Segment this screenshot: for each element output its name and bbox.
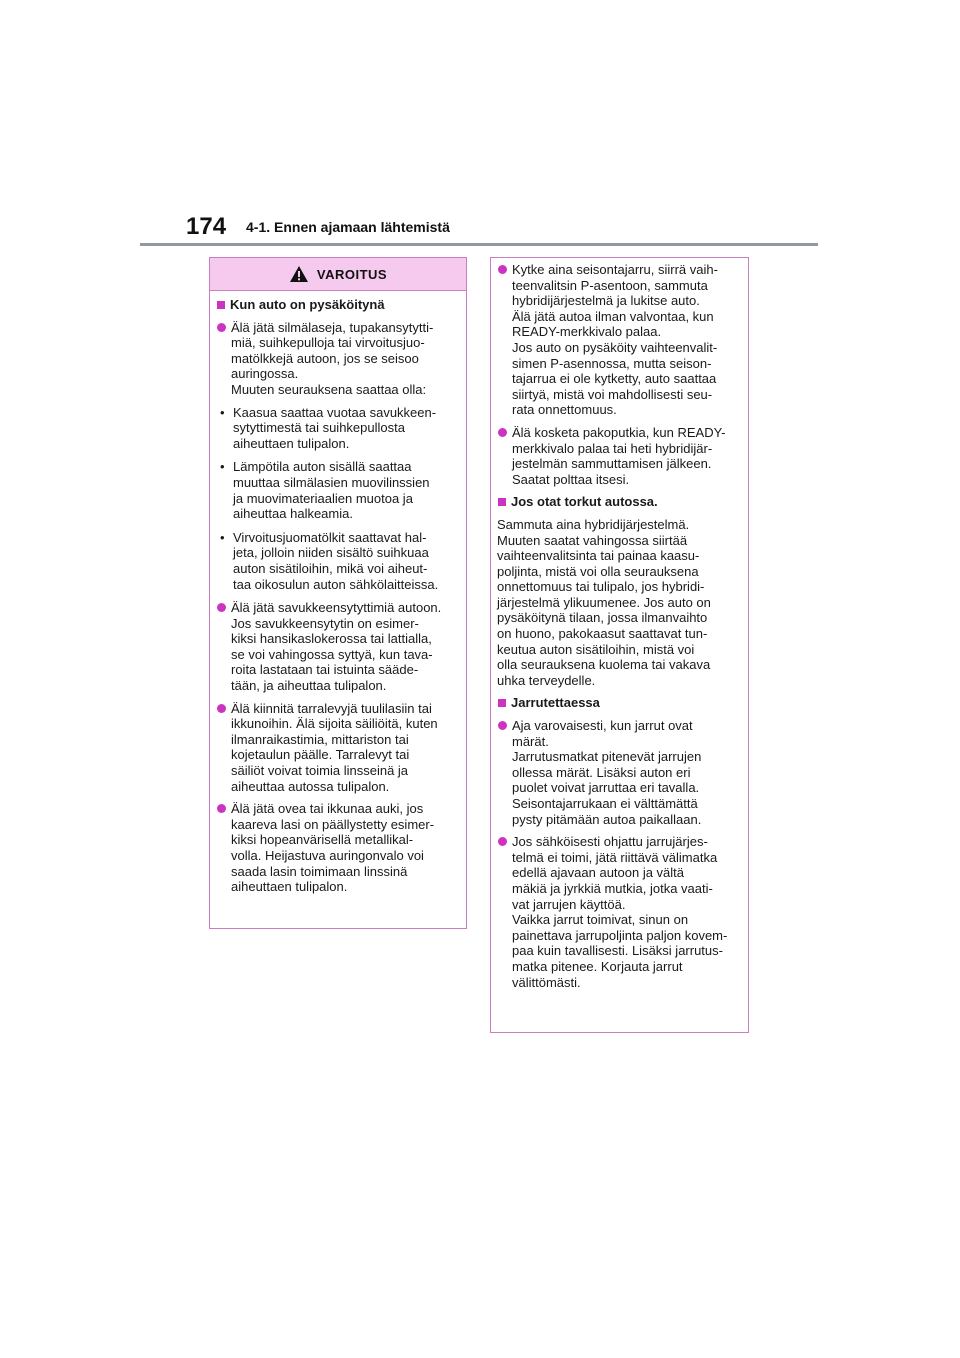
header-rule [140, 243, 818, 246]
circle-bullet-icon [217, 804, 226, 813]
sub-bullet-mark: • [220, 529, 225, 545]
bullet-item [216, 600, 460, 694]
heading-text: Jos otat torkut autossa. [511, 494, 658, 510]
section-title: 4-1. Ennen ajamaan lähtemistä [246, 219, 450, 235]
section-heading [497, 494, 742, 510]
circle-bullet-icon [498, 428, 507, 437]
bullet-text: Älä jätä silmälaseja, tupakansytytti- miä, suihkepulloja tai virvoitusjuo- matölkkejä autoon, jos se seisoo auringossa. Muuten seurauksena saattaa olla: [231, 319, 434, 397]
bullet-text: Älä jätä ovea tai ikkunaa auki, jos kaareva lasi on päällystetty esimer- kiksi hopeanvärisellä metallikal- volla. Heijastuva auringonvalo voi saada lasin toimimaan linssinä aiheuttaen tulipalon. [231, 801, 435, 895]
warning-triangle-icon [289, 265, 309, 283]
sub-bullet-mark: • [220, 459, 225, 475]
warning-header [210, 258, 466, 291]
warning-title: VAROITUS [316, 266, 388, 282]
bullet-item [497, 718, 742, 827]
bullet-item [216, 801, 460, 895]
warning-box-left [209, 257, 467, 929]
square-bullet-icon [217, 301, 225, 309]
warning-box-right [490, 257, 749, 1033]
bullet-item [497, 834, 742, 990]
square-bullet-icon [498, 699, 506, 707]
paragraph: Sammuta aina hybridijärjestelmä. Muuten saatat vahingossa siirtää vaihteenvalitsinta tai painaa kaasu- poljinta, mistä voi olla seurauksena onnettomuus tai tulipalo, jos hybridi- järjestelmä ylikuumenee. Jos auto on pysäköitynä tilaan, jossa ilmanvaihto on huono, pakokaasut saattavat tun- keutua auton sisätiloihin, mistä voi olla seurauksena kuolema tai vakava uhka terveydelle. [497, 516, 711, 688]
bullet-text: Kytke aina seisontajarru, siirrä vaih- teenvalitsin P-asentoon, sammuta hybridijärjestelmä ja lukitse auto. Älä jätä autoa ilman valvontaa, kun READY-merkkivalo palaa. Jos auto on pysäköity vaihteenvalit- simen P-asennossa, mutta seison- tajarrua ei ole kytketty, auto saattaa siirtyä, mistä voi mahdollisesti seu- rata onnettomuus. [512, 262, 718, 418]
warning-content-right [491, 258, 748, 1003]
bullet-item [216, 320, 460, 398]
sub-text: Lämpötila auton sisällä saattaa muuttaa silmälasien muovilinssien ja muovimateriaalien muotoa ja aiheuttaa halkeamia. [233, 459, 430, 522]
circle-bullet-icon [217, 704, 226, 713]
bullet-text: Aja varovaisesti, kun jarrut ovat märät. Jarrutusmatkat pitenevät jarrujen ollessa märät. Lisäksi auton eri puolet voivat jarruttaa eri tavalla. Seisontajarrukaan ei välttämättä pysty pitämään autoa paikallaan. [512, 718, 702, 827]
bullet-item [216, 701, 460, 795]
sub-item [220, 530, 460, 592]
section-heading [216, 297, 460, 313]
bullet-text: Älä kosketa pakoputkia, kun READY- merkkivalo palaa tai heti hybridijär- jestelmän sammuttamisen jälkeen. Saatat polttaa itsesi. [512, 424, 726, 487]
bullet-text: Älä kiinnitä tarralevyjä tuulilasiin tai ikkunoihin. Älä sijoita säiliöitä, kuten ilmanraikastimia, mittariston tai kojetaulun päälle. Tarralevyt tai säiliöt voivat toimia linsseinä ja aiheuttaa autossa tulipalon. [231, 700, 438, 794]
warning-content-left [210, 291, 466, 908]
circle-bullet-icon [498, 721, 507, 730]
circle-bullet-icon [217, 323, 226, 332]
section-heading [497, 695, 742, 711]
bullet-item [497, 425, 742, 487]
bullet-text: Älä jätä savukkeensytyttimiä autoon. Jos savukkeensytytin on esimer- kiksi hansikaslokerossa tai lattialla, se voi vahingossa syttyä, kun tava- roita lastataan tai istuinta sääde- tään, ja aiheuttaa tulipalon. [231, 600, 442, 694]
sub-text: Virvoitusjuomatölkit saattavat hal- jeta, jolloin niiden sisältö suihkuaa auton sisätiloihin, mikä voi aiheut- taa oikosulun auton sähkölaitteissa. [233, 529, 439, 592]
sub-item [220, 459, 460, 521]
sub-item [220, 405, 460, 452]
circle-bullet-icon [217, 603, 226, 612]
heading-text: Jarrutettaessa [511, 695, 600, 711]
circle-bullet-icon [498, 837, 507, 846]
page-number: 174 [186, 213, 227, 240]
sub-bullet-mark: • [220, 404, 225, 420]
square-bullet-icon [498, 498, 506, 506]
sub-text: Kaasua saattaa vuotaa savukkeen- sytyttimestä tai suihkepullosta aiheuttaen tulipalon. [233, 404, 437, 451]
bullet-item [497, 262, 742, 418]
circle-bullet-icon [498, 265, 507, 274]
bullet-text: Jos sähköisesti ohjattu jarrujärjes- telmä ei toimi, jätä riittävä välimatka edellä ajavaan autoon ja vältä mäkiä ja jyrkkiä mutkia, jotka vaati- vat jarrujen käyttöä. Vaikka jarrut toimivat, sinun on painettava jarrupoljinta paljon kovem- paa kuin tavallisesti. Lisäksi jarrutus- matka pitenee. Korjauta jarrut välittömästi. [512, 834, 728, 990]
heading-text: Kun auto on pysäköitynä [230, 297, 385, 312]
